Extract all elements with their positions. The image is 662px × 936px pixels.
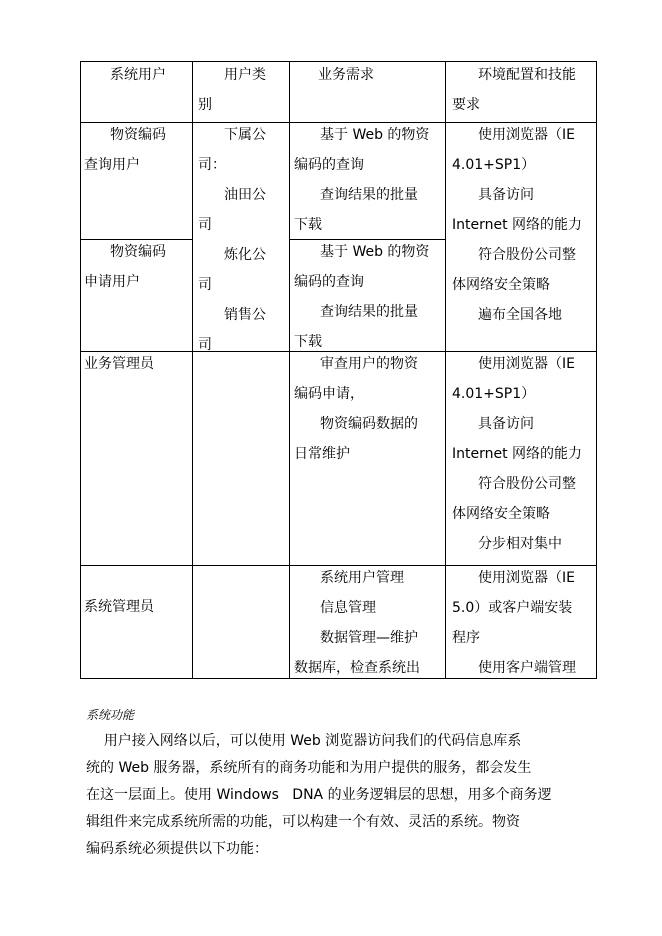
row2-user-line2: 申请用户	[84, 274, 140, 290]
row3-needs-line: 日常维护	[294, 446, 350, 462]
row1-env-line: 使用浏览器（IE	[478, 127, 575, 143]
row3-env-line: 4.01+SP1）	[452, 386, 536, 402]
row3-env-line: 分步相对集中	[478, 536, 562, 552]
table-line	[289, 61, 290, 679]
row2-user-line1: 物资编码	[110, 244, 166, 260]
row4-env-line: 程序	[452, 630, 480, 646]
row3-needs-line: 编码申请，	[294, 386, 364, 402]
header-user-category: 用户类	[224, 67, 266, 83]
row3-env-line: 符合股份公司整	[478, 476, 576, 492]
row1-needs-line: 下载	[294, 217, 322, 233]
category-line: 炼化公	[224, 247, 266, 263]
row1-env-line: 具备访问	[478, 187, 534, 203]
category-line: 司	[198, 217, 212, 233]
header-environment-cont: 要求	[452, 97, 480, 113]
row2-needs-line: 下载	[294, 334, 322, 350]
table-line	[596, 61, 597, 679]
paragraph-line: 编码系统必须提供以下功能：	[86, 841, 268, 857]
row1-env-line: 4.01+SP1）	[452, 157, 536, 173]
row1-env-line: 体网络安全策略	[452, 277, 550, 293]
row3-env-line: Internet 网络的能力	[452, 446, 583, 462]
row2-needs-line: 查询结果的批量	[320, 304, 418, 320]
paragraph-line: 用户接入网络以后，可以使用 Web 浏览器访问我们的代码信息库系	[86, 733, 522, 749]
paragraph-line: 辑组件来完成系统所需的功能，可以构建一个有效、灵活的系统。物资	[86, 814, 520, 830]
row1-user-line2: 查询用户	[84, 157, 140, 173]
row4-needs-line: 系统用户管理	[320, 570, 404, 586]
row4-needs-line: 信息管理	[320, 600, 376, 616]
table-line	[445, 61, 446, 679]
row3-needs-line: 物资编码数据的	[320, 416, 418, 432]
row3-user: 业务管理员	[84, 356, 154, 372]
row1-env-line: 符合股份公司整	[478, 247, 576, 263]
row1-env-line: 遍布全国各地	[478, 307, 562, 323]
row4-needs-line: 数据管理—维护	[320, 630, 418, 646]
row3-env-line: 体网络安全策略	[452, 506, 550, 522]
category-line: 司：	[198, 157, 226, 173]
category-line: 下属公	[224, 127, 266, 143]
row3-env-line: 具备访问	[478, 416, 534, 432]
row2-needs-line: 基于 Web 的物资	[320, 244, 430, 260]
row4-user: 系统管理员	[84, 599, 154, 615]
table-line	[80, 61, 81, 679]
section-title: 系统功能	[86, 708, 135, 722]
paragraph-line: 在这一层面上。使用 Windows DNA 的业务逻辑层的思想，用多个商务逻	[86, 787, 552, 803]
row1-env-line: Internet 网络的能力	[452, 217, 583, 233]
row3-env-line: 使用浏览器（IE	[478, 356, 575, 372]
row1-needs-line: 编码的查询	[294, 157, 364, 173]
header-system-user: 系统用户	[110, 67, 166, 83]
header-business-needs: 业务需求	[318, 67, 374, 83]
category-line: 油田公	[224, 187, 266, 203]
row3-needs-line: 审查用户的物资	[320, 356, 418, 372]
row4-env-line: 使用客户端管理	[478, 660, 576, 676]
row1-user-line1: 物资编码	[110, 127, 166, 143]
row4-env-line: 5.0）或客户端安装	[452, 600, 573, 616]
body-paragraph	[86, 728, 586, 863]
category-line: 司	[198, 337, 212, 353]
category-line: 司	[198, 277, 212, 293]
header-user-category-cont: 别	[198, 97, 212, 113]
paragraph-line: 统的 Web 服务器，系统所有的商务功能和为用户提供的服务，都会发生	[86, 760, 532, 776]
row1-needs-line: 基于 Web 的物资	[320, 127, 430, 143]
row4-needs-line: 数据库，检查系统出	[294, 660, 420, 676]
header-environment: 环境配置和技能	[478, 67, 576, 83]
row4-env-line: 使用浏览器（IE	[478, 570, 575, 586]
table-line	[192, 61, 193, 679]
row2-needs-line: 编码的查询	[294, 274, 364, 290]
category-line: 销售公	[224, 307, 266, 323]
row1-needs-line: 查询结果的批量	[320, 187, 418, 203]
